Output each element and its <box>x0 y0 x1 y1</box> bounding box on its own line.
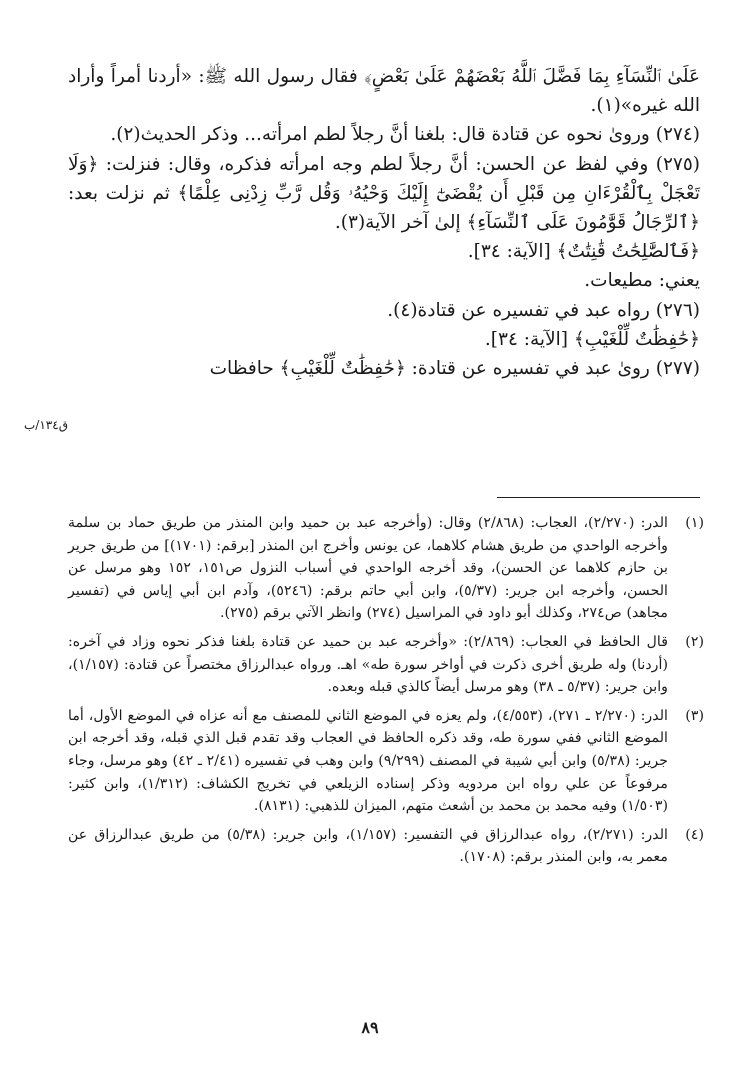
footnote-text: الدر: (٢/٢٧٠ ـ ٢٧١)، (٤/٥٥٣)، ولم يعزه في الموضع الثاني للمصنف مع أنه عزاه في الموضع الأول، أما الموضع الثاني ففي سورة طه، وقد ذكره الحافظ في العجاب وقد تقدم قبل الذي قبله، وقد أخرجه ابن جرير: (٥/٣٨) وابن أبي شيبة في المصنف (٩/٢٩٩) وابن وهب في تفسيره (٢/٤١ ـ ٤٢) وهو مرسل، وجاء مرفوعاً عن علي رواه ابن مردويه وذكر إسناده الزيلعي في تخريج الكشاف: (١/٣١٢)، وابن كثير: (١/٥٠٣) وفيه محمد بن محمد بن أشعث متهم، الميزان للذهبي: (٨١٣١). <box>68 707 669 815</box>
paragraph-275: (٢٧٥) وفي لفظ عن الحسن: أنَّ رجلاً لطم وجه امرأته فذكره، وقال: فنزلت: ﴿وَلَا تَعْجَلْ بِٱلْقُرْءَانِ مِن قَبْلِ أَن يُقْضَىٰٓ إِلَيْكَ وَحْيُهُۥ وَقُل رَّبِّ زِدْنِى عِلْمًا﴾ ثم نزلت بعد: ﴿ٱلرِّجَالُ قَوَّٰمُونَ عَلَى ٱلنِّسَآءِ﴾ إلىٰ آخر الآية(٣). <box>68 153 700 234</box>
footnote-number: (٤) <box>685 826 704 843</box>
paragraph-verse-continuation: عَلَىٰ ٱلنِّسَآءِ بِمَا فَضَّلَ ٱللَّهُ بَعْضَهُمْ عَلَىٰ بَعْضٍ﴾ فقال رسول الله ﷺ: «أردنا أمراً وأراد الله غيره»(١). <box>68 66 700 117</box>
paragraph-274: (٢٧٤) وروىٰ نحوه عن قتادة قال: بلغنا أنَّ رجلاً لطم امرأته... وذكر الحديث(٢). <box>110 124 700 146</box>
footnote-3 <box>68 705 704 818</box>
page-number: ٨٩ <box>361 1018 379 1037</box>
paragraph-276: (٢٧٦) رواه عبد في تفسيره عن قتادة(٤). <box>387 299 700 321</box>
footnote-number: (١) <box>685 515 704 531</box>
footnote-text: الدر: (٢/٢٧١)، رواه عبدالرزاق في التفسير: (١/١٥٧)، وابن جرير: (٥/٣٨) من طريق عبدالرزاق عن معمر به، وابن المنذر برقم: (١٧٠٨). <box>68 826 668 866</box>
footnote-1 <box>68 512 704 625</box>
footnote-2 <box>68 631 704 699</box>
footnote-number: (٣) <box>685 707 704 724</box>
footnotes <box>68 512 704 875</box>
verse-heading-qanitat: ﴿فَٱلصَّٰلِحَٰتُ قَٰنِتَٰتٌ﴾ [الآية: ٣٤]. <box>467 241 700 263</box>
footnote-4 <box>68 824 704 869</box>
paragraph-277: (٢٧٧) روىٰ عبد في تفسيره عن قتادة: ﴿حَٰفِظَٰتٌ لِّلْغَيْبِ﴾ حافظات <box>209 358 700 380</box>
footnote-number: (٢) <box>685 633 704 650</box>
footnote-text: قال الحافظ في العجاب: (٢/٨٦٩): «وأخرجه عبد بن حميد عن قتادة بلغنا فذكر نحوه وزاد في آخره: (أردنا) وله طريق أخرى ذكرت في أواخر سورة طه» اهـ. ورواه عبدالرزاق مختصراً عن قتادة: (١/١٥٧)، وابن جرير: (٥/٣٧ ـ ٣٨) وهو مرسل أيضاً كالذي قبله وبعده. <box>68 633 668 696</box>
footnote-text: الدر: (٢/٢٧٠)، العجاب: (٢/٨٦٨) وقال: (وأخرجه عبد بن حميد وابن المنذر من طريق حماد بن سلمة وأخرجه الواحدي من طريق هشام كلاهما، عن يونس وأخرج ابن المنذر [برقم: (١٧٠١)] من طريق جرير بن حازم كلاهما عن الحسن)، وقد أخرجه الواحدي في أسباب النزول ص١٥١، ١٥٢ وهو مرسل عن الحسن، وأخرجه ابن جرير: (٥/٣٧)، وابن أبي حاتم برقم: (٥٢٤٦)، وآدم ابن أبي إياس في (تفسير مجاهد) ص٢٧٤، وكذلك أبو داود في المراسيل (٢٧٤) وانظر الآتي برقم (٢٧٥). <box>68 515 668 622</box>
paragraph-meaning: يعني: مطيعات. <box>584 270 700 292</box>
verse-heading-hafizat: ﴿حَٰفِظَٰتٌ لِّلْغَيْبِ﴾ [الآية: ٣٤]. <box>484 328 700 350</box>
footnote-separator <box>497 497 700 498</box>
manuscript-folio-note: ق١٣٤/ب <box>24 418 68 432</box>
main-text <box>68 62 700 383</box>
